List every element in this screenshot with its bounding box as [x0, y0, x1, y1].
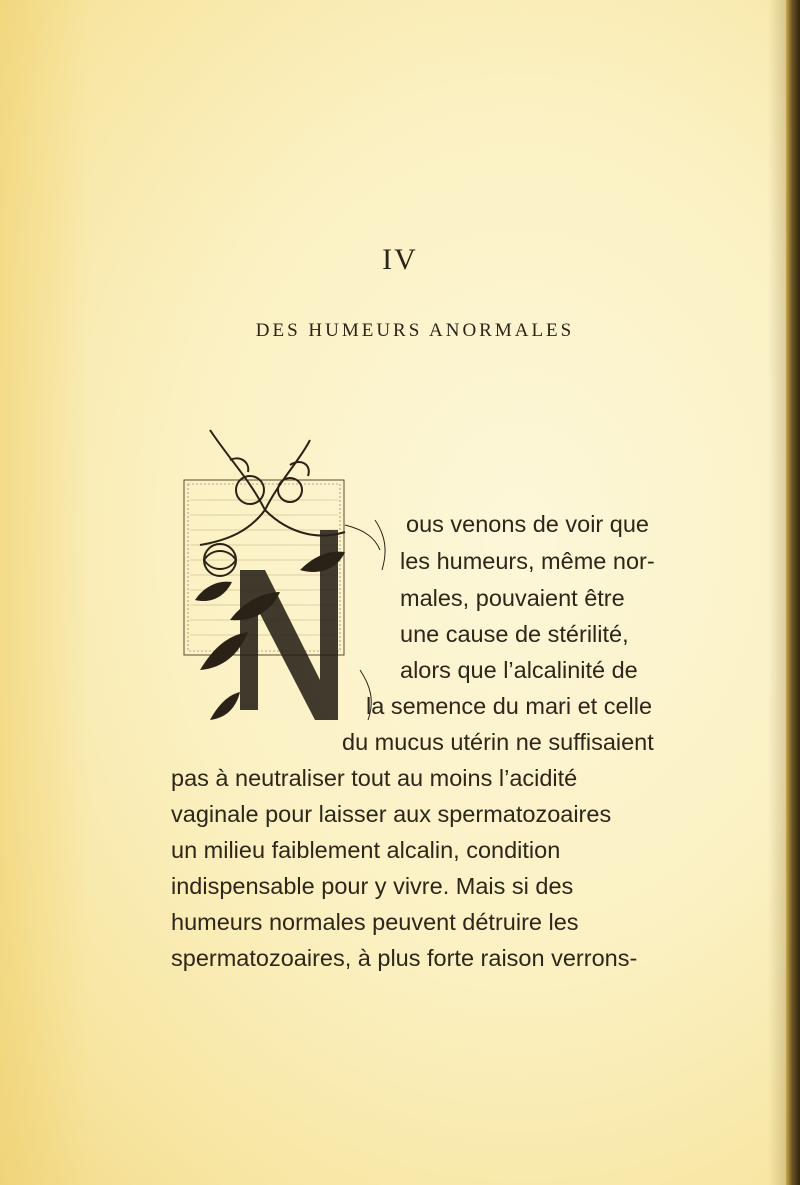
- text-line: du mucus utérin ne suffisaient: [342, 729, 654, 755]
- text-line: spermatozoaires, à plus forte raison verrons-: [171, 945, 638, 971]
- text-line: un milieu faiblement alcalin, condition: [171, 837, 561, 863]
- book-spine-edge: [786, 0, 800, 1185]
- text-line: la semence du mari et celle: [366, 693, 653, 719]
- drop-cap-ornament-icon: [170, 420, 400, 740]
- text-line: ous venons de voir que: [406, 511, 649, 537]
- text-line: les humeurs, même nor-: [400, 548, 655, 574]
- text-line: une cause de stérilité,: [400, 621, 629, 647]
- text-line: indispensable pour y vivre. Mais si des: [171, 873, 574, 899]
- text-line: humeurs normales peuvent détruire les: [171, 909, 579, 935]
- page-edge-shading: [0, 0, 90, 1185]
- chapter-number: IV: [382, 243, 418, 276]
- text-line: alors que l’alcalinité de: [400, 657, 638, 683]
- text-line: pas à neutraliser tout au moins l’acidité: [171, 765, 578, 791]
- text-line: vaginale pour laisser aux spermatozoaires: [171, 801, 612, 827]
- binding-shadow: [768, 0, 786, 1185]
- chapter-title: DES HUMEURS ANORMALES: [255, 320, 575, 341]
- text-line: males, pouvaient être: [400, 585, 625, 611]
